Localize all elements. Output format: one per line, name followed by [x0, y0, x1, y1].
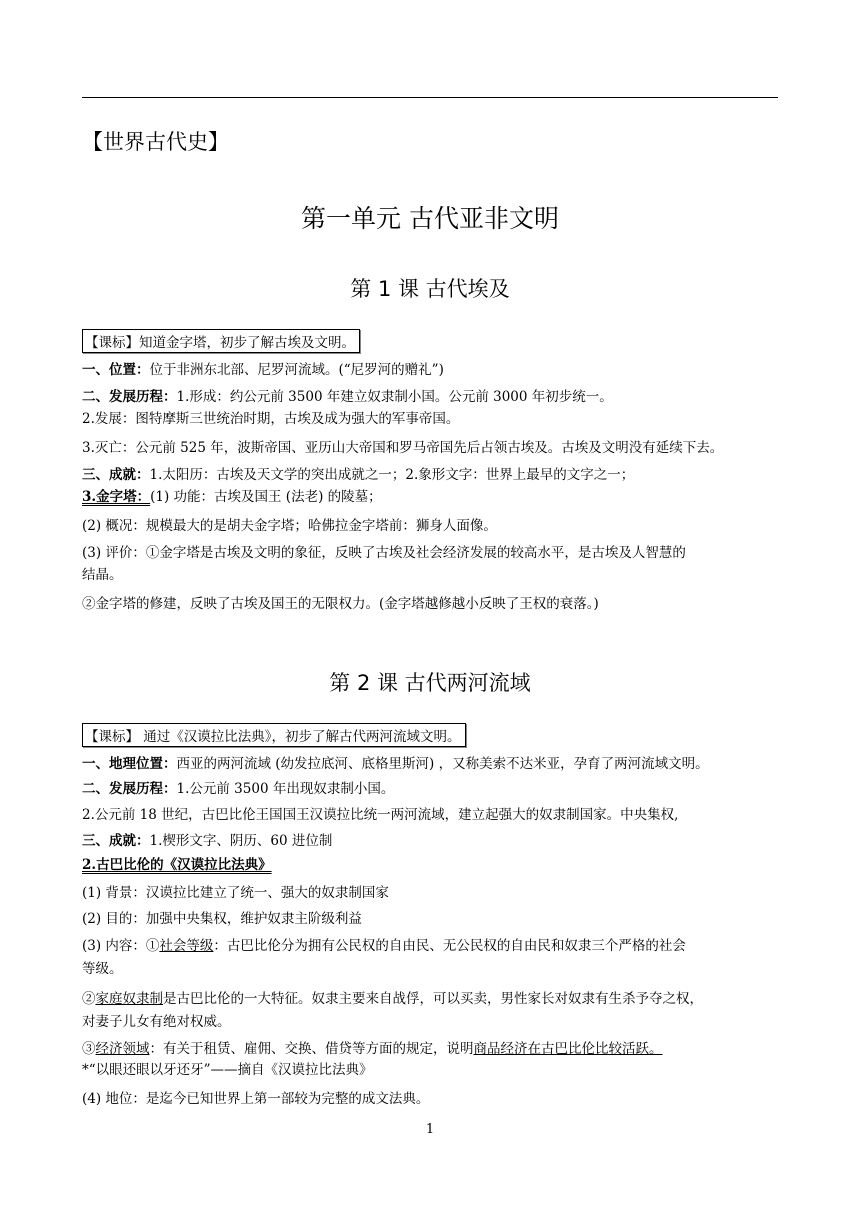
lesson1-achievements-text: 1.太阳历：古埃及天文学的突出成就之一；2.象形文字：世界上最早的文字之一； [149, 467, 635, 483]
lesson2-line-6: (1) 背景：汉谟拉比建立了统一、强大的奴隶制国家 [82, 885, 389, 901]
lesson1-development-text: 1.形成：约公元前 3500 年建立奴隶制小国。公元前 3000 年初步统一。 [176, 389, 613, 405]
lesson2-line-14: (4) 地位：是迄今已知世界上第一部较为完整的成文法典。 [82, 1091, 430, 1107]
lesson2-achievements-heading: 三、成就： [82, 833, 150, 849]
lesson2-content [82, 934, 686, 954]
lesson2-line-7: (2) 目的：加强中央集权，维护奴隶主阶级利益 [82, 911, 362, 927]
lesson1-line-3: 2.发展：图特摩斯三世统治时期，古埃及成为强大的军事帝国。 [82, 411, 460, 427]
lesson2-family-prefix: ② [82, 991, 96, 1007]
lesson1-development [82, 385, 613, 405]
page-number: 1 [425, 1122, 435, 1137]
lesson1-line-9: 结晶。 [82, 567, 123, 583]
lesson1-location-heading: 一、位置： [82, 362, 150, 378]
lesson1-line-4: 3.灭亡：公元前 525 年，波斯帝国、亚历山大帝国和罗马帝国先后占领古埃及。古埃及文明没有延续下去。 [82, 440, 724, 456]
lesson2-kebiao-box: 【课标】 通过《汉谟拉比法典》，初步了解古代两河流域文明。 [82, 723, 466, 747]
lesson2-achievements [82, 829, 332, 849]
lesson1-achievements-heading: 三、成就： [82, 467, 150, 483]
lesson1-line-8: (3) 评价：①金字塔是古埃及文明的象征，反映了古埃及社会经济发展的较高水平，是古埃及人智慧的 [82, 545, 686, 561]
lesson1-achievements [82, 463, 634, 483]
header-rule [82, 97, 778, 98]
lesson2-economy [82, 1037, 663, 1057]
lesson2-line-3: 2.公元前 18 世纪，古巴比伦王国国王汉谟拉比统一两河流域，建立起强大的奴隶制国家。中央集权, [82, 807, 679, 823]
lesson2-development-text: 1.公元前 3500 年出现奴隶制小国。 [176, 781, 395, 797]
lesson2-development-heading: 二、发展历程： [82, 781, 177, 797]
lesson1-pyramid-text: (1) 功能：古埃及国王 (法老) 的陵墓； [150, 489, 382, 505]
lesson2-content-prefix: (3) 内容：① [82, 938, 160, 954]
lesson1-line-10: ②金字塔的修建，反映了古埃及国王的无限权力。(金字塔越修越小反映了王权的衰落。) [82, 596, 599, 612]
lesson2-code-heading: 2.古巴比伦的《汉谟拉比法典》 [82, 857, 272, 873]
lesson2-family-slavery [82, 987, 703, 1007]
lesson1-pyramid-heading: 3.金字塔： [82, 489, 151, 505]
lesson2-economy-term: 经济领域 [95, 1041, 150, 1057]
lesson2-location-text: 西亚的两河流域 (幼发拉底河、底格里斯河) ，又称美索不达米亚，孕育了两河流域文明。 [176, 756, 709, 772]
lesson2-economy-text: ：有关于租赁、雇佣、交换、借贷等方面的规定，说明 [149, 1041, 474, 1057]
section-title: 【世界古代史】 [82, 130, 229, 154]
lesson1-title: 第 1 课 古代埃及 [350, 277, 510, 301]
lesson1-development-heading: 二、发展历程： [82, 389, 177, 405]
lesson2-title: 第 2 课 古代两河流域 [329, 671, 531, 695]
lesson2-location [82, 752, 709, 772]
lesson2-economy-conclusion: 商品经济在古巴比伦比较活跃。 [473, 1041, 663, 1057]
lesson1-kebiao-box: 【课标】知道金字塔，初步了解古埃及文明。 [82, 329, 360, 353]
lesson2-family-text: 是古巴比伦的一大特征。奴隶主要来自战俘，可以买卖，男性家长对奴隶有生杀予夺之权， [163, 991, 703, 1007]
lesson1-location-text: 位于非洲东北部、尼罗河流域。(“尼罗河的赠礼”) [149, 362, 444, 378]
unit-title: 第一单元 古代亚非文明 [301, 204, 559, 233]
lesson2-social-class-term: 社会等级 [159, 938, 214, 954]
lesson2-quote: *“以眼还眼以牙还牙”——摘自《汉谟拉比法典》 [82, 1062, 373, 1078]
lesson1-pyramid [82, 485, 382, 505]
lesson2-achievements-text: 1.楔形文字、阴历、60 进位制 [149, 833, 333, 849]
lesson2-line-9: 等级。 [82, 961, 123, 977]
lesson2-development [82, 777, 394, 797]
lesson2-economy-prefix: ③ [82, 1041, 96, 1057]
lesson2-location-heading: 一、地理位置： [82, 756, 177, 772]
lesson1-location [82, 358, 444, 378]
lesson1-line-7: (2) 概况：规模最大的是胡夫金字塔；哈佛拉金字塔前：狮身人面像。 [82, 518, 497, 534]
lesson2-line-11: 对妻子儿女有绝对权威。 [82, 1014, 231, 1030]
lesson2-family-slavery-term: 家庭奴隶制 [95, 991, 163, 1007]
lesson2-content-text: ：古巴比伦分为拥有公民权的自由民、无公民权的自由民和奴隶三个严格的社会 [213, 938, 686, 954]
